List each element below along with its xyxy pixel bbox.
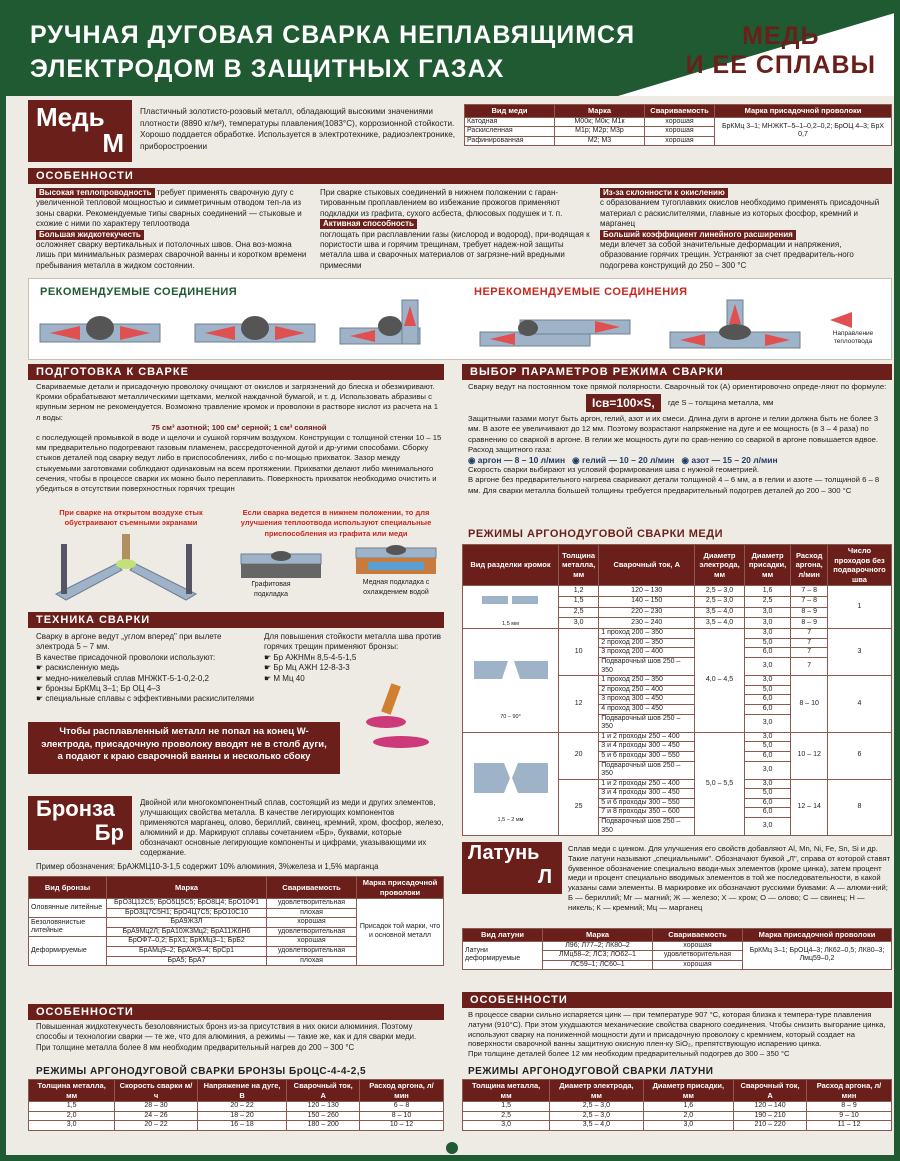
table-cell: хорошая	[267, 918, 357, 928]
table-cell: 2,5 – 3,0	[550, 1102, 643, 1112]
list-item: раскисленную медь	[45, 663, 120, 673]
title-line2: ЭЛЕКТРОДОМ В ЗАЩИТНЫХ ГАЗАХ	[30, 55, 505, 83]
th-copper-grade: Марка	[555, 105, 645, 118]
publisher-logo-icon	[446, 1142, 458, 1154]
edge-sketch-v	[463, 629, 559, 733]
table-cell: 2 проход 250 – 400	[599, 685, 695, 695]
table-cell: удовлетворительная	[267, 899, 357, 909]
title-line1: РУЧНАЯ ДУГОВАЯ СВАРКА НЕПЛАВЯЩИМСЯ	[30, 21, 636, 49]
table-cell: 3,0	[559, 618, 599, 629]
table-cell: 2,5 – 3,0	[695, 586, 745, 597]
joints-illustration	[30, 298, 890, 358]
tech-text2: В качестве присадочной проволоки используют:	[36, 652, 216, 662]
topic-line2: И ЕЕ СПЛАВЫ	[685, 51, 876, 79]
table-cell: 8 – 10	[359, 1111, 443, 1121]
table-cell: 1 и 2 проходы 250 – 400	[599, 779, 695, 789]
table-cell: 210 – 220	[734, 1121, 807, 1131]
feature-text: требует применять сварочную дугу с увеличенной тепловой мощностью и симметричным отводом теп-ла из зоны сварки. Рекомендуемые типы сварных соединений — стыковые и схожие с ними по характеру теплоотвода	[36, 188, 302, 229]
table-cell: БрКМц 3–1; МНЖКТ–5–1–0,2–0,2; БрОЦ 4–3; БрХ 0,7	[715, 117, 892, 146]
brass-features	[468, 1010, 890, 1059]
table-cell: 7	[791, 629, 828, 639]
th: Толщина металла, мм	[463, 1080, 550, 1102]
bronze-mode-table	[28, 1079, 444, 1131]
table-cell: Подварочный шов 250 – 350	[599, 818, 695, 836]
gas-argon: аргон — 8 – 10 л/мин	[477, 455, 566, 466]
table-cell: Подварочный шов 250 – 350	[599, 761, 695, 779]
prep-text2: с последующей промывкой в воде и щелочи и сушкой горячим воздухом. Конструкции с толщиной стенки 10 – 15 мм предварительно подогревают газовым пламенем, рассредоточенной дугой и др-угими способами. Сборку стыков деталей под сварку ведут либо в приспособлениях, либо с по-мощью прихваток. Зазор между стыкуемыми заготовками соблюдают одинаковым на всем протяжении. Прихватки делают либо минимального сечения, чтобы в процессе сварки их можно было переплавить. Поверхность прихваток необходимо очистить и убедиться в отсутствии поверхностных горячих трещин	[36, 433, 442, 494]
table-cell: 20	[559, 732, 599, 779]
table-cell: 230 – 240	[599, 618, 695, 629]
list-item: медно-никелевый сплав МНЖКТ-5-1-0,2-0,2	[45, 673, 209, 683]
table-cell: Рафинированная	[465, 136, 555, 146]
list-item: М Мц 40	[273, 673, 305, 683]
table-cell: хорошая	[645, 136, 715, 146]
th: Расход аргона, л/мин	[791, 545, 828, 586]
formula-note: где S – толщина металла, мм	[668, 398, 774, 408]
table-cell: 3,0	[744, 618, 791, 629]
table-cell: плохая	[267, 956, 357, 966]
tech-list: ☛ раскисленную медь ☛ медно-никелевый сплав МНЖКТ-5-1-0,2-0,2 ☛ бронзы БрКМц 3–1; Бр ОЦ 4–3 ☛ специальные сплавы с эффективными раскислителями	[36, 663, 255, 704]
th: Диаметр электрода, мм	[550, 1080, 643, 1102]
table-cell: М1р; М2р; М3р	[555, 127, 645, 137]
brass-symbol: Л	[537, 866, 552, 888]
feature-mark: Высокая теплопроводность	[36, 188, 155, 198]
tech-banner: Чтобы расплавленный металл не попал на конец W-электрода, присадочную проволоку вводят не в столб дуги, а подают к краю сварочной ванны и несколько сбоку	[28, 722, 340, 774]
heat-direction-legend: Направление теплоотвода	[832, 330, 874, 345]
table-cell: удовлетворительная	[653, 951, 743, 961]
th: Диаметр электрода, мм	[695, 545, 745, 586]
th: Сварочный ток, А	[287, 1080, 360, 1102]
joint-corner-recommended	[340, 300, 420, 344]
topic-line1: МЕДЬ	[742, 22, 820, 50]
brass-description: Сплав меди с цинком. Для улучшения его свойств добавляют Al, Mn, Ni, Fe, Sn, Si и др. Такие латуни называют „специальными". Обозначают буквой „Л", справа от которой ставят буквенное обозначение специально вводи-мых элементов (кроме цинка), затем процент меди и процент специально вводимых элементов в той же последовательности, в какой указаны сами элементы. В маркировке их обозначают русскими буквами: А — алюми-ний; Б — бериллий; Мг — магний; Ж — железо; Х — хром; О — олово; С — свинец; Н — никель; К — кремний; Мц — марганец	[568, 844, 891, 912]
table-cell: 24 – 26	[115, 1111, 197, 1121]
params-text	[468, 382, 890, 496]
table-cell: 5,0	[744, 789, 791, 799]
bronze-features-text1: Повышенная жидкотекучесть безоловянистых бронз из-за присутствия в них окиси алюминия. Поэтому способы и технологии сварки — те же, что для алюминия, а режимы — такие же, как и для сварки меди.	[36, 1022, 417, 1042]
table-cell: 150 – 260	[287, 1111, 360, 1121]
table-cell: 1,5	[559, 596, 599, 607]
table-cell: 7 и 8 проходы 350 – 600	[599, 808, 695, 818]
table-cell: 1,2	[559, 586, 599, 597]
table-cell: 3 и 4 проходы 300 – 450	[599, 742, 695, 752]
table-cell: 3,0	[744, 657, 791, 675]
prep-text1: Свариваемые детали и присадочную проволоку очищают от окислов и загрязнений до блеска и обезжиривают. Кромки обрабатывают металлическими щетками, мелкой наждачной бумагой, и т. д. Использовать абразивы с крупным зерном не рекомендуется. Возможно травление кромок и проволоки в растворе кислот из расчета на 1 л воды:	[36, 382, 439, 422]
argon-copper-table	[462, 544, 892, 836]
header	[6, 6, 894, 96]
table-cell: 25	[559, 779, 599, 836]
params-text4: В аргоне без предварительного нагрева сваривают детали толщиной 4 – 6 мм, а в гелии и азоте — толщиной 6 – 8 мм. Для сварки металла большей толщины требуется предварительный подогрев деталей до 200 – 300 °С	[468, 475, 880, 495]
table-cell: 3,0	[744, 607, 791, 618]
feature-text: поглощать при расплавлении газы (кислород и водород), при-водящая к пористости шва и горячим трещинам, требует надеж-ной защиты металла шва и сварочных материалов от загрязне-ний вредными примесями	[320, 229, 590, 270]
copper-label-box	[28, 100, 132, 162]
argon-copper-title: РЕЖИМЫ АРГОНОДУГОВОЙ СВАРКИ МЕДИ	[468, 528, 723, 540]
table-cell: БрОФ7–0,2; БрХ1; БрКМц3–1; БрБ2	[107, 937, 267, 947]
table-cell: 3,5 – 4,0	[550, 1121, 643, 1131]
table-cell: 6,0	[744, 751, 791, 761]
th: Свариваемость	[653, 929, 743, 942]
bronze-features	[36, 1022, 444, 1053]
features-col1	[36, 188, 308, 271]
copper-table	[464, 104, 892, 146]
table-cell: 190 – 210	[734, 1111, 807, 1121]
table-cell: хорошая	[645, 127, 715, 137]
table-cell: 3,0	[29, 1121, 115, 1131]
heat-direction-arrow	[830, 312, 852, 328]
table-cell: 6,0	[744, 808, 791, 818]
joint-tee-recommended	[195, 316, 315, 342]
table-cell: 180 – 200	[287, 1121, 360, 1131]
brass-mode-table	[462, 1079, 892, 1131]
table-cell: Присадок той марки, что и основной металл	[357, 899, 444, 966]
joint-lap-not-recommended	[480, 320, 630, 346]
table-cell: 2 проход 200 – 350	[599, 638, 695, 648]
table-cell: 10 – 12	[791, 732, 828, 779]
brass-name: Латунь	[468, 842, 540, 864]
th: Сварочный ток, А	[599, 545, 695, 586]
tech-text1: Сварку в аргоне ведут „углом вперед" при вылете электрода 5 – 7 мм.	[36, 632, 222, 652]
feature-text: с образованием тугоплавких окислов необходимо применять присадочный материал с раскислителями, главные из которых фосфор, кремний и марганец	[600, 198, 880, 229]
prep-heading: ПОДГОТОВКА К СВАРКЕ	[28, 364, 444, 380]
tech-left	[36, 632, 256, 705]
bronze-label-box	[28, 796, 132, 850]
gas-helium: гелий — 10 – 20 л/мин	[581, 455, 675, 466]
table-cell: 1	[827, 586, 891, 629]
table-cell: удовлетворительная	[267, 946, 357, 956]
table-cell: 10	[559, 629, 599, 676]
feature-text: меди влечет за собой значительные деформации и напряжения, образование горячих трещин. Устраняют за счет предваритель-ного подогрева конструкций до 250 – 300 °С	[600, 240, 854, 270]
bronze-table	[28, 876, 444, 966]
table-cell: 11 – 12	[807, 1121, 892, 1131]
screen-shield-illustration	[56, 534, 196, 600]
prep-caption-left: При сварке на открытом воздухе стык обустраивают съемными экранами	[59, 508, 203, 528]
table-cell: 8 – 9	[791, 618, 828, 629]
table-cell: 220 – 230	[599, 607, 695, 618]
brass-label-box	[462, 842, 562, 894]
gas-label: Расход защитного газа:	[468, 444, 552, 454]
table-cell: Латуни деформируемые	[463, 941, 543, 970]
params-heading: ВЫБОР ПАРАМЕТРОВ РЕЖИМА СВАРКИ	[462, 364, 892, 380]
table-cell: 3 проход 300 – 450	[599, 695, 695, 705]
brass-features-text: В процессе сварки сильно испаряется цинк — при температуре 907 °С, которая близка к темпера-туре плавления латуни (910°С). При этом ухудшаются механические свойства сварного соединения. Чтобы снизить выгорание цинка, используют сварку на пониженной мощности дуги и присадочную проволоку с кремнием, который создает на поверхности сварочной ванны защитную окисную плен-ку SiO₂, препятствующую испарению цинка.	[468, 1010, 886, 1049]
table-cell: БрКМц 3–1; БрОЦ4–3; ЛК62–0,5; ЛК80–3; Лмц59–0,2	[743, 941, 892, 970]
params-text3: Скорость сварки выбирают из условий формирования шва с нужной геометрией.	[468, 465, 760, 475]
tech-right: Для повышения стойкости металла шва против горячих трещин применяют бронзы: ☛ Бр АЖНМн 8,5-4-5-1,5 ☛ Бр Мц АЖН 12-8-3-3 ☛ М Мц 40	[264, 632, 442, 683]
copper-symbol: М	[102, 128, 124, 158]
table-cell: 10 – 12	[359, 1121, 443, 1131]
table-cell: 3,0	[463, 1121, 550, 1131]
edge-sketch-thin	[463, 586, 559, 629]
table-cell: 2,0	[643, 1111, 733, 1121]
features-heading: ОСОБЕННОСТИ	[28, 168, 892, 184]
table-cell: 4 проход 300 – 450	[599, 704, 695, 714]
formula: Iсв=100×S,	[586, 394, 661, 412]
th: Сварочный ток, А	[734, 1080, 807, 1102]
feature-mark: Больший коэффициент линейного расширения	[600, 230, 796, 240]
table-cell: 7	[791, 648, 828, 658]
feature-text: При сварке стыковых соединений в нижнем положении с гаран-тированным проплавлением во избежание прожогов применяют подкладки из графита, сухого асбеста, флюсовых подушек и т. п.	[320, 188, 563, 218]
table-cell: 3,0	[744, 779, 791, 789]
th: Скорость сварки м/ч	[115, 1080, 197, 1102]
page-title	[30, 18, 635, 86]
th: Свариваемость	[267, 877, 357, 899]
table-cell: 3,0	[744, 676, 791, 686]
brass-mode-title: РЕЖИМЫ АРГОНОДУГОВОЙ СВАРКИ ЛАТУНИ	[468, 1066, 714, 1077]
table-cell: 12	[559, 676, 599, 733]
table-cell: 1,5	[463, 1102, 550, 1112]
table-cell: 16 – 18	[197, 1121, 287, 1131]
table-cell: 2,5	[559, 607, 599, 618]
table-cell: 3,0	[744, 714, 791, 732]
bronze-name: Бронза	[36, 796, 115, 821]
graphite-caption: Графитовая подкладка	[251, 581, 291, 599]
table-cell: 6	[827, 732, 891, 779]
feature-mark: Из-за склонности к окислению	[600, 188, 728, 198]
table-cell: 20 – 22	[197, 1102, 287, 1112]
table-cell: хорошая	[267, 937, 357, 947]
table-cell: 1 и 2 проходы 250 – 400	[599, 732, 695, 742]
prep-caption-right: Если сварка ведется в нижнем положении, то для улучшения теплоотвода используют специальные приспособления из графита или меди	[240, 508, 432, 538]
table-cell: 3,5 – 4,0	[695, 607, 745, 618]
th: Вид бронзы	[29, 877, 107, 899]
copper-pad-illustration	[356, 545, 436, 574]
th: Марка	[107, 877, 267, 899]
table-cell: хорошая	[653, 941, 743, 951]
joint-butt-recommended	[40, 316, 160, 342]
table-cell: 3,5 – 4,0	[695, 618, 745, 629]
th: Число проходов без подварочного шва	[827, 545, 891, 586]
table-cell: 3 и 4 проходы 300 – 450	[599, 789, 695, 799]
table-cell: 3,0	[744, 818, 791, 836]
table-cell: 7 – 8	[791, 596, 828, 607]
list-item: Бр Мц АЖН 12-8-3-3	[273, 663, 350, 673]
table-cell: 4	[827, 676, 891, 733]
th: Вид латуни	[463, 929, 543, 942]
th: Марка	[543, 929, 653, 942]
table-cell: 3	[827, 629, 891, 676]
table-cell: 2,5 – 3,0	[550, 1111, 643, 1121]
table-cell: 1,6	[744, 586, 791, 597]
table-cell: 2,5 – 3,0	[695, 596, 745, 607]
table-cell: М2; М3	[555, 136, 645, 146]
table-cell: хорошая	[653, 960, 743, 970]
table-cell: 12 – 14	[791, 779, 828, 836]
table-cell: М00к; М0к; М1к	[555, 117, 645, 127]
table-cell: 5,0 – 5,5	[695, 732, 745, 836]
prep-text	[36, 382, 442, 494]
table-cell: Оловянные литейные	[29, 899, 107, 918]
gas-nitrogen: азот — 15 – 20 л/мин	[691, 455, 778, 466]
gas-rates: ◉ аргон — 8 – 10 л/мин ◉ гелий — 10 – 20 л/мин ◉ азот — 15 – 20 л/мин	[468, 455, 778, 466]
table-cell: 6,0	[744, 695, 791, 705]
table-cell: 5,0	[744, 638, 791, 648]
table-cell: 1 проход 200 – 350	[599, 629, 695, 639]
prep-acids: 75 см³ азотной; 100 см³ серной; 1 см³ соляной	[151, 422, 327, 432]
table-cell: 1 проход 250 – 350	[599, 676, 695, 686]
th: Диаметр присадки, мм	[744, 545, 791, 586]
th: Расход аргона, л/мин	[807, 1080, 892, 1102]
torch-illustration	[346, 682, 436, 752]
table-cell: 3,0	[744, 761, 791, 779]
th-copper-weld: Свариваемость	[645, 105, 715, 118]
joint-tee-not-recommended	[670, 300, 800, 348]
table-cell: 2,0	[29, 1111, 115, 1121]
th: Напряжение на дуге, В	[197, 1080, 287, 1102]
bronze-mode-title: РЕЖИМЫ АРГОНОДУГОВОЙ СВАРКИ БРОНЗЫ БрОЦС-4-4-2,5	[36, 1066, 367, 1077]
table-cell: удовлетворительная	[267, 927, 357, 937]
table-cell: ЛМц58–2; ЛС3; ЛО62–1	[543, 951, 653, 961]
table-cell: 140 – 150	[599, 596, 695, 607]
table-cell: БрА5; БрА7	[107, 956, 267, 966]
table-cell: Подварочный шов 250 – 350	[599, 714, 695, 732]
graphite-pad-illustration	[241, 551, 321, 578]
table-cell: плохая	[267, 908, 357, 918]
table-cell: БрА9Ж3Л	[107, 918, 267, 928]
table-cell: 120 – 130	[287, 1102, 360, 1112]
table-cell: 4,0 – 4,5	[695, 629, 745, 733]
recommended-joints-label: РЕКОМЕНДУЕМЫЕ СОЕДИНЕНИЯ	[40, 286, 238, 298]
table-cell: 28 – 30	[115, 1102, 197, 1112]
table-cell: 8 – 9	[791, 607, 828, 618]
table-cell: 3,0	[744, 629, 791, 639]
table-cell: 2,5	[744, 596, 791, 607]
bronze-example: Пример обозначения: БрАЖМЦ10-3-1,5 содержит 10% алюминия, 3%железа и 1,5% марганца	[36, 862, 379, 871]
copper-name: Медь	[36, 102, 105, 132]
table-cell: БрАМц9–2; БрАЖ9–4; БрСр1	[107, 946, 267, 956]
dim-label: 1,5 – 2 мм	[497, 817, 524, 824]
table-cell: БрО3Ц12С5; БрО5Ц5С5; БрО8Ц4; БрО10Ф1	[107, 899, 267, 909]
table-cell: 6,0	[744, 798, 791, 808]
copper-description: Пластичный золотисто-розовый металл, обладающий высокими значениями плотности (8890 кг/м³), температуры плавления(1083°С), коррозионной стойкости. Хорошо поддается обработке. Используется в электротехнике, радиоэлектронике, приборостроении	[140, 107, 456, 151]
table-cell: БрА9Мц2Л; БрА10Ж3Мц2; БрА11Ж6Н6	[107, 927, 267, 937]
table-cell: Безоловянистые литейные	[29, 918, 107, 937]
th: Толщина металла, мм	[559, 545, 599, 586]
table-cell: Л96; Л77–2; ЛК80–2	[543, 941, 653, 951]
th: Марка присадочной проволоки	[357, 877, 444, 899]
table-cell: 2,5	[463, 1111, 550, 1121]
bronze-symbol: Бр	[94, 820, 124, 845]
copper-pad-caption: Медная подкладка с охлаждением водой	[362, 579, 430, 597]
topic-title	[686, 22, 876, 80]
table-cell: 1,5	[29, 1102, 115, 1112]
tech-text3: Для повышения стойкости металла шва против горячих трещин применяют бронзы:	[264, 632, 442, 652]
th: Вид разделки кромок	[463, 545, 559, 586]
table-cell: 1,6	[643, 1102, 733, 1112]
bronze-features-text2: При толщине металла более 8 мм необходим предварительный нагрев до 200 – 300 °С	[36, 1042, 355, 1052]
th-copper-wire: Марка присадочной проволоки	[715, 105, 892, 118]
th: Расход аргона, л/мин	[359, 1080, 443, 1102]
edge-sketch-x	[463, 732, 559, 836]
th: Диаметр присадки, мм	[643, 1080, 733, 1102]
table-cell: 7	[791, 657, 828, 675]
th: Толщина металла, мм	[29, 1080, 115, 1102]
features-col3	[600, 188, 890, 271]
table-cell: 3,0	[643, 1121, 733, 1131]
table-cell: Раскисленная	[465, 127, 555, 137]
table-cell: 5 и 6 проходы 300 – 550	[599, 751, 695, 761]
brass-features-text2: При толщине деталей более 12 мм необходим предварительный подогрев до 300 – 350 °С	[468, 1049, 790, 1059]
table-cell: 5,0	[744, 685, 791, 695]
feature-mark: Активная способность	[320, 219, 417, 229]
bronze-features-heading: ОСОБЕННОСТИ	[28, 1004, 444, 1020]
list-item: специальные сплавы с эффективными раскислителями	[45, 694, 255, 704]
table-cell: 6,0	[744, 648, 791, 658]
list-item: бронзы БрКМц 3–1; Бр ОЦ 4–3	[45, 684, 161, 694]
dim-label: 1,5 мм	[502, 620, 519, 627]
tech-heading: ТЕХНИКА СВАРКИ	[28, 612, 444, 628]
not-recommended-joints-label: НЕРЕКОМЕНДУЕМЫЕ СОЕДИНЕНИЯ	[474, 286, 688, 298]
table-cell: хорошая	[645, 117, 715, 127]
features-col2	[320, 188, 590, 271]
bronze-description: Двойной или многокомпонентный сплав, состоящий из меди и других элементов, улучшающих свойства металла. В качестве легирующих компонентов применяются марганец, олово, бериллий, свинец, кремний, хром, фосфор, железо, алюминий и др. Маркируют сплавы сочетанием «Бр», буквами, которые обозначают основные легирующие компоненты и цифрами, указывающими их содержание.	[140, 798, 444, 857]
feature-mark: Большая жидкотекучесть	[36, 230, 144, 240]
formula-row	[468, 392, 890, 414]
table-cell: 120 – 130	[599, 586, 695, 597]
params-text1: Сварку ведут на постоянном токе прямой полярности. Сварочный ток (А) ориентировочно опреде-ляют по формуле:	[468, 382, 887, 391]
table-cell: 120 – 140	[734, 1102, 807, 1112]
params-text2: Защитными газами могут быть аргон, гелий, азот и их смеси. Длина дуги в аргоне и гелии должна быть не более 3 мм. В азоте ее увеличивают до 12 мм. Поэтому возрастают напряжение на дуге и ее мощность (в 3 – 4 раза) по сравнению со сваркой в аргоне. В гелии же мощность дуги по срав-нению со сваркой в аргоне повышается вдвое.	[468, 414, 879, 444]
table-cell: 8 – 9	[807, 1102, 892, 1112]
table-cell: 7 – 8	[791, 586, 828, 597]
table-cell: 6,0	[744, 704, 791, 714]
table-cell: Подварочный шов 250 – 350	[599, 657, 695, 675]
table-cell: Деформируемые	[29, 937, 107, 966]
table-cell: 5,0	[744, 742, 791, 752]
list-item: Бр АЖНМн 8,5-4-5-1,5	[273, 652, 357, 662]
table-cell: 9 – 10	[807, 1111, 892, 1121]
brass-table	[462, 928, 892, 970]
table-cell: 20 – 22	[115, 1121, 197, 1131]
th-copper-kind: Вид меди	[465, 105, 555, 118]
table-cell: БрО3Ц7С5Н1; БрО4Ц7С5; БрО10С10	[107, 908, 267, 918]
table-cell: 8 – 10	[791, 676, 828, 733]
table-cell: 5 и 6 проходы 300 – 550	[599, 798, 695, 808]
table-cell: 6 – 8	[359, 1102, 443, 1112]
table-cell: ЛС59–1; ЛС60–1	[543, 960, 653, 970]
table-cell: 18 – 20	[197, 1111, 287, 1121]
table-cell: 3 проход 200 – 400	[599, 648, 695, 658]
table-cell: 7	[791, 638, 828, 648]
feature-text: осложняет сварку вертикальных и потолочных швов. Она воз-можна лишь при минимальных размерах сварочной ванны и коротком времени пребывания металла в жидком состоянии.	[36, 240, 307, 270]
table-cell: Катодная	[465, 117, 555, 127]
angle-label: 70 – 90°	[500, 713, 521, 720]
table-cell: 3,0	[744, 732, 791, 742]
table-cell: 8	[827, 779, 891, 836]
th: Марка присадочной проволоки	[743, 929, 892, 942]
brass-features-heading: ОСОБЕННОСТИ	[462, 992, 892, 1008]
